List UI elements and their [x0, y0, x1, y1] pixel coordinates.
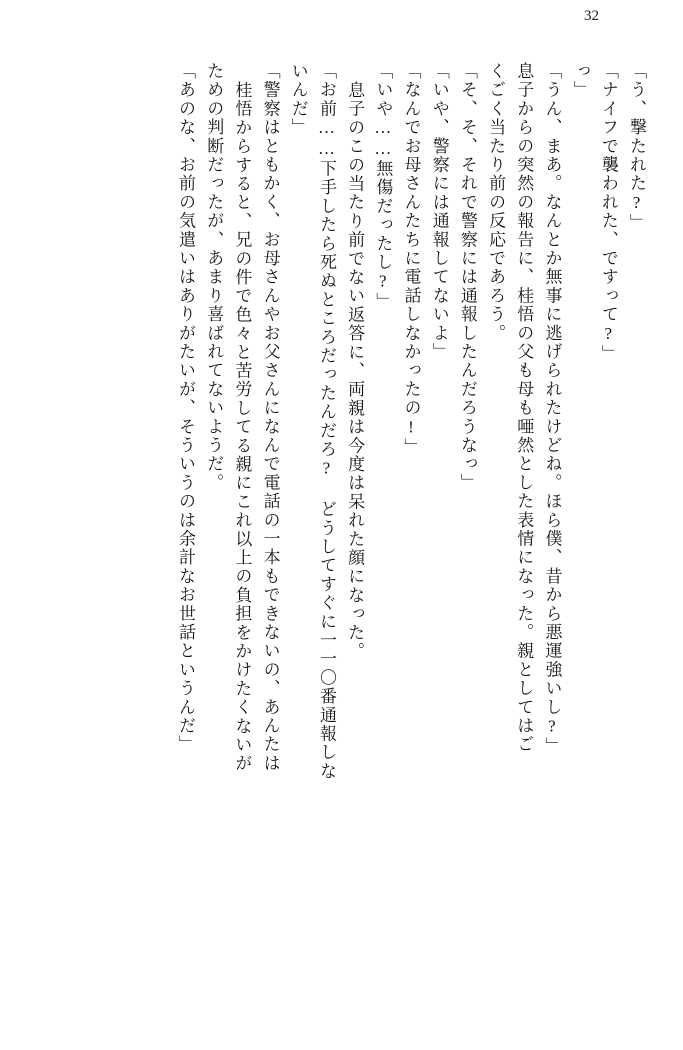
- text-line: 「うん、まあ。なんとか無事に逃げられたけどね。ほら僕、昔から悪運強いし?」: [542, 62, 562, 756]
- text-line: 「いや……無傷だったし?」: [373, 62, 393, 312]
- text-line: っ」: [570, 62, 590, 100]
- text-line: 「警察はともかく、お母さんやお父さんになんで電話の一本もできないの、あんたは: [260, 62, 280, 773]
- vertical-text-body: [38, 62, 645, 1030]
- text-line: くごく当たり前の反応であろう。: [486, 62, 506, 343]
- text-line: いんだ」: [288, 62, 308, 137]
- text-line: ための判断だったが、あまり喜ばれてないようだ。: [204, 62, 224, 493]
- text-line: 「いや、警察には通報してないよ」: [429, 62, 449, 362]
- text-line: 「なんでお母さんたちに電話しなかったの!」: [401, 62, 421, 457]
- text-line: 息子からの突然の報告に、桂悟の父も母も唖然とした表情になった。親としてはご: [514, 62, 534, 754]
- text-line: 「お前……下手したら死ぬところだったんだろ? どうしてすぐに一一〇番通報しな: [316, 62, 336, 781]
- text-line: 「あのな、お前の気遣いはありがたいが、そういうのは余計なお世話というんだ」: [176, 62, 195, 754]
- text-line: 息子のこの当たり前でない返答に、両親は今度は呆れた顔になった。: [345, 81, 365, 661]
- text-line: 「う、撃たれた?」: [627, 62, 646, 233]
- text-line: 「そ、そ、それで警察には通報したんだろうなっ」: [457, 62, 477, 493]
- text-line: 桂悟からすると、兄の件で色々と苦労してる親にこれ以上の負担をかけたくないが: [232, 81, 252, 773]
- page-number: 32: [584, 8, 599, 24]
- text-line: 「ナイフで襲われた、ですって?」: [598, 62, 618, 364]
